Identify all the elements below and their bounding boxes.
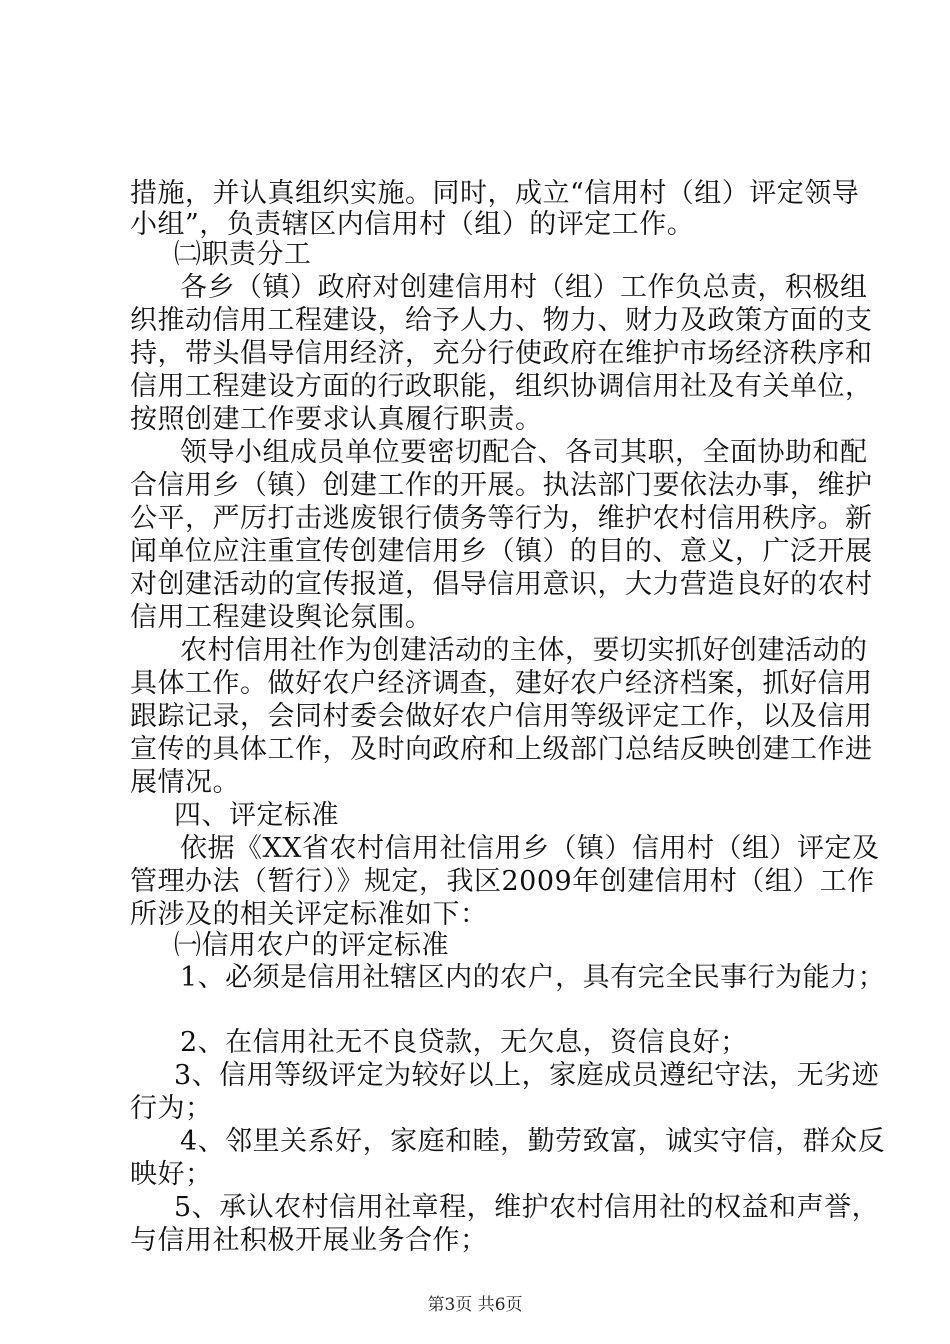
text-line: 持，带头倡导信用经济，充分行使政府在维护市场经济秩序和 <box>130 338 873 369</box>
section-heading: 四、评定标准 <box>174 800 339 831</box>
list-item: 4、邻里关系好，家庭和睦，勤劳致富，诚实守信，群众反 <box>180 1126 886 1157</box>
text-line: 管理办法（暂行）》规定，我区2009年创建信用村（组）工作 <box>130 866 875 897</box>
text-line: 具体工作。做好农户经济调查，建好农户经济档案，抓好信用 <box>130 668 873 699</box>
list-item: 2、在信用社无不良贷款，无欠息，资信良好； <box>180 1027 748 1058</box>
text-line: 跟踪记录，会同村委会做好农户信用等级评定工作，以及信用 <box>130 701 873 732</box>
text-line: 织推动信用工程建设，给予人力、物力、财力及政策方面的支 <box>130 305 873 336</box>
text-line: 依据《XX省农村信用社信用乡（镇）信用村（组）评定及 <box>180 833 880 864</box>
text-line: 合信用乡（镇）创建工作的开展。执法部门要依法办事，维护 <box>130 470 873 501</box>
text-line: 公平，严厉打击逃废银行债务等行为，维护农村信用秩序。新 <box>130 503 873 534</box>
text-line: 农村信用社作为创建活动的主体，要切实抓好创建活动的 <box>180 635 868 666</box>
list-item: 3、信用等级评定为较好以上，家庭成员遵纪守法，无劣迹 <box>174 1060 880 1091</box>
text-line: 与信用社积极开展业务合作； <box>130 1225 488 1256</box>
text-line: 闻单位应注重宣传创建信用乡（镇）的目的、意义，广泛开展 <box>130 536 873 567</box>
text-line: 小组”，负责辖区内信用村（组）的评定工作。 <box>130 209 695 240</box>
text-line: 信用工程建设方面的行政职能，组织协调信用社及有关单位， <box>130 371 873 402</box>
list-item: 1、必须是信用社辖区内的农户，具有完全民事行为能力； <box>180 962 886 993</box>
text-line: 展情况。 <box>130 767 240 798</box>
text-line: 领导小组成员单位要密切配合、各司其职，全面协助和配 <box>180 437 868 468</box>
text-line: 行为； <box>130 1093 213 1124</box>
text-line: 宣传的具体工作，及时向政府和上级部门总结反映创建工作进 <box>130 734 873 765</box>
list-item: 5、承认农村信用社章程，维护农村信用社的权益和声誉， <box>174 1192 880 1223</box>
section-heading: ㈠信用农户的评定标准 <box>174 930 449 961</box>
text-line: 所涉及的相关评定标准如下： <box>130 899 488 930</box>
page-footer: 第3页 共6页 <box>427 1295 523 1315</box>
section-heading: ㈡职责分工 <box>174 239 312 270</box>
text-line: 按照创建工作要求认真履行职责。 <box>130 404 543 435</box>
text-line: 各乡（镇）政府对创建信用村（组）工作负总责，积极组 <box>180 272 868 303</box>
text-line: 措施，并认真组织实施。同时，成立“信用村（组）评定领导 <box>130 178 860 209</box>
text-line: 对创建活动的宣传报道，倡导信用意识，大力营造良好的农村 <box>130 569 873 600</box>
text-line: 映好； <box>130 1159 213 1190</box>
text-line: 信用工程建设舆论氛围。 <box>130 602 433 633</box>
